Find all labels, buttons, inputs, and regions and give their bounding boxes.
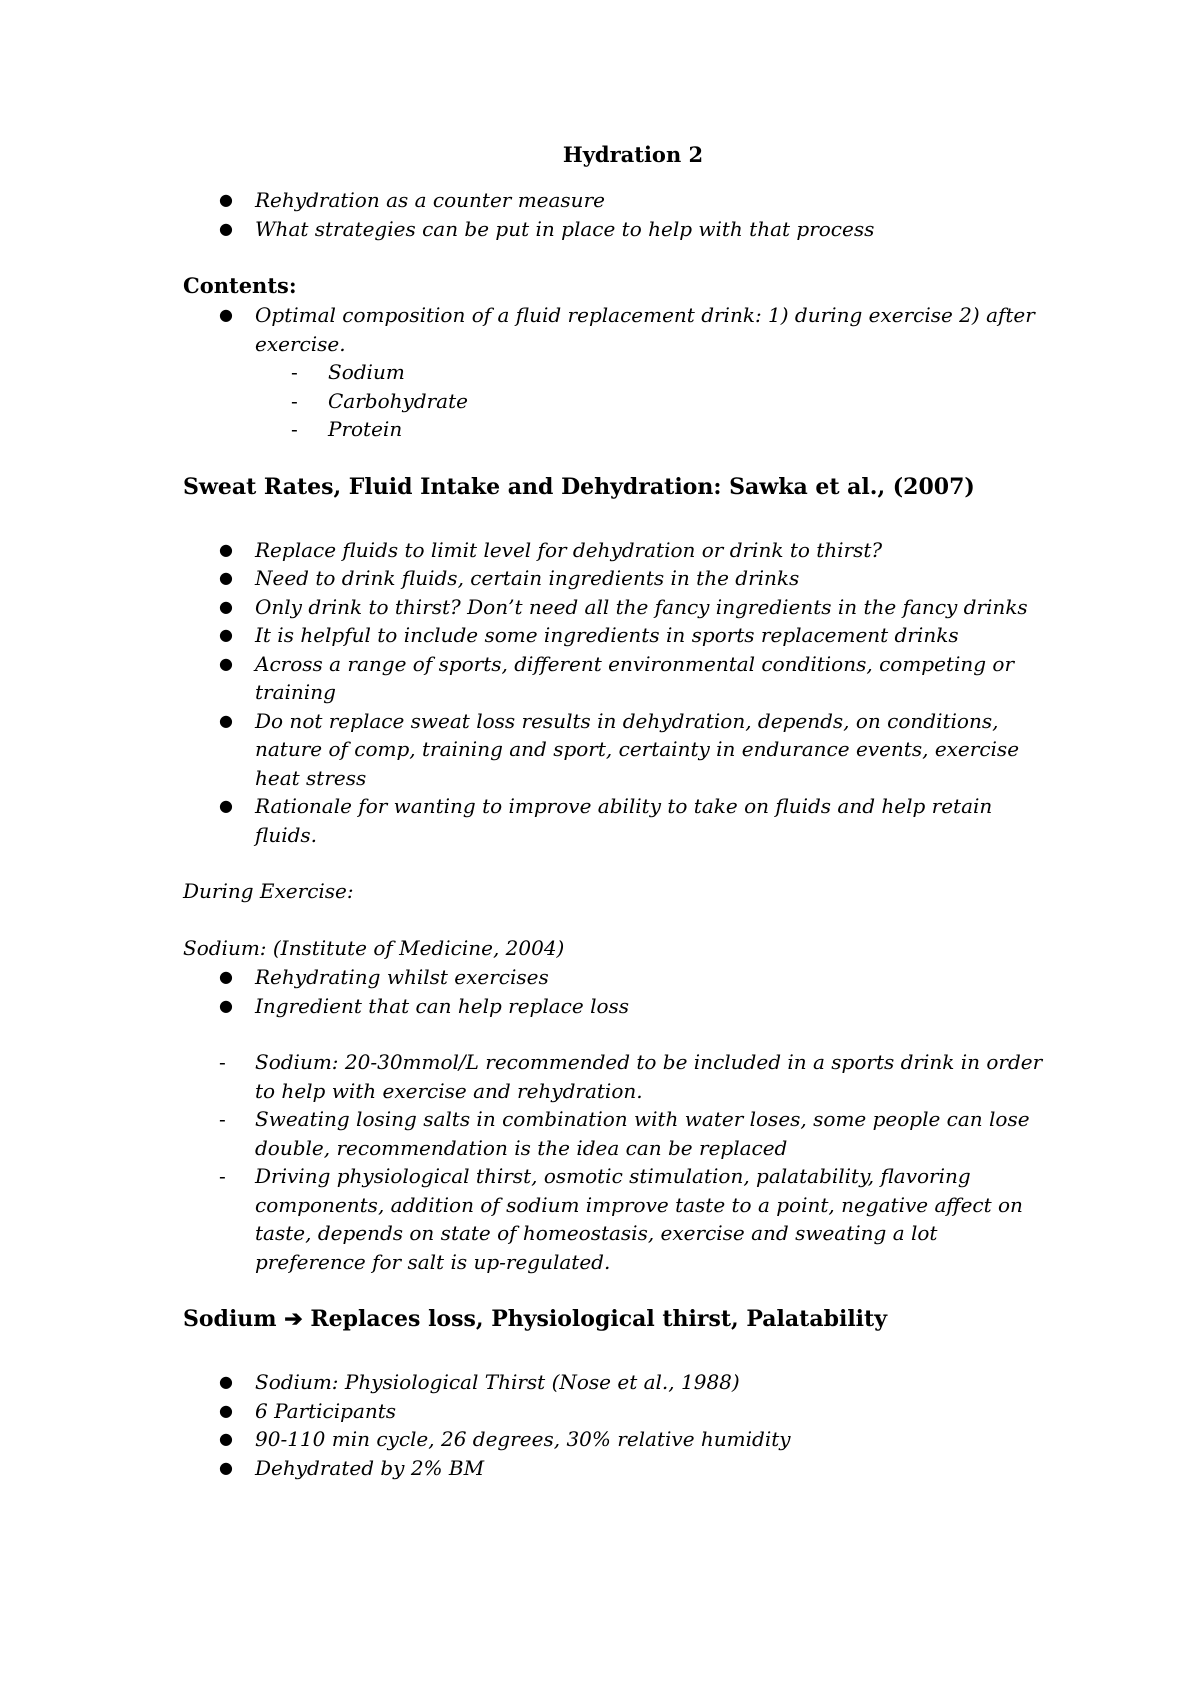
list-item: ● What strategies can be put in place to help with that process (183, 215, 1043, 244)
dash-icon: - (291, 417, 298, 441)
bullet-icon: ● (219, 710, 233, 730)
document-body (183, 140, 1043, 1482)
list-item: ● Only drink to thirst? Don’t need all the fancy ingredients in the fancy drinks (183, 593, 1043, 622)
dash-icon: - (291, 388, 298, 413)
bullet-icon: ● (219, 653, 233, 673)
sweat-list (183, 536, 1043, 850)
list-item: ● Rehydration as a counter measure (183, 186, 1043, 215)
dash-icon: - (219, 1164, 226, 1188)
list-item: ● It is helpful to include some ingredients in sports replacement drinks (183, 621, 1043, 650)
list-item: - Sodium (183, 358, 1043, 387)
list-item: - Protein (183, 415, 1043, 444)
list-item: ● Ingredient that can help replace loss (183, 992, 1043, 1021)
list-item: - Driving physiological thirst, osmotic stimulation, palatability, flavoring components, addition of sodium improve taste to a point, negative affect on taste, depends on state of homeostasis, exercise and sweating a lot preference for salt is up-regulated. (219, 1164, 1023, 1274)
sweat-section-heading: Sweat Rates, Fluid Intake and Dehydration: Sawka et al., (2007) (183, 473, 975, 500)
page-title: Hydration 2 (562, 142, 704, 167)
list-item: ● Replace fluids to limit level for dehydration or drink to thirst? (183, 536, 1043, 565)
dash-icon: - (219, 1107, 226, 1131)
list-item: ● Do not replace sweat loss results in dehydration, depends, on conditions, nature of comp, training and sport, certainty in endurance events, exercise heat stress (219, 708, 1020, 790)
dash-icon: - (291, 360, 298, 384)
during-exercise-label: During Exercise: (183, 879, 354, 903)
contents-list (183, 301, 1043, 358)
list-item: ● Dehydrated by 2% BM (183, 1454, 1043, 1483)
bullet-icon: ● (219, 1372, 233, 1391)
contents-sublist (183, 358, 1043, 444)
dash-icon: - (219, 1050, 226, 1074)
list-item: ● Need to drink fluids, certain ingredients in the drinks (183, 564, 1043, 593)
bullet-icon: ● (219, 1400, 233, 1420)
bullet-icon: ● (219, 1457, 233, 1477)
list-item: ● Rationale for wanting to improve ability to take on fluids and help retain fluids. (219, 794, 993, 847)
list-item: ● Rehydrating whilst exercises (183, 963, 1043, 992)
bullet-icon: ● (219, 596, 233, 616)
sodium-dash-list (183, 1048, 1043, 1276)
bullet-icon: ● (219, 568, 233, 587)
list-item: - Carbohydrate (183, 387, 1043, 416)
list-item: ● 90-110 min cycle, 26 degrees, 30% relative humidity (183, 1425, 1043, 1454)
bullet-icon: ● (219, 305, 233, 324)
list-item: - Sweating losing salts in combination with water loses, some people can lose double, recommendation is the idea can be replaced (219, 1107, 1030, 1160)
sodium-summary-heading: Sodium ➔ Replaces loss, Physiological thirst, Palatability (183, 1306, 887, 1332)
bullet-icon: ● (219, 796, 233, 815)
intro-list (183, 186, 1043, 243)
bullet-icon: ● (219, 539, 233, 559)
sodium-list (183, 963, 1043, 1020)
bullet-icon: ● (219, 995, 233, 1015)
list-item: ● Optimal composition of a fluid replacement drink: 1) during exercise 2) after exercise. (219, 303, 1035, 356)
bullet-icon: ● (219, 625, 233, 644)
sodium-section-heading: Sodium: (Institute of Medicine, 2004) (183, 936, 565, 960)
contents-heading: Contents: (183, 273, 297, 298)
list-item: ● Sodium: Physiological Thirst (Nose et al., 1988) (183, 1368, 1043, 1397)
bullet-icon: ● (219, 1429, 233, 1448)
bullet-icon: ● (219, 967, 233, 986)
list-item: - Sodium: 20-30mmol/L recommended to be included in a sports drink in order to help with exercise and rehydration. (219, 1050, 1043, 1103)
bullet-icon: ● (219, 190, 233, 209)
bullet-icon: ● (219, 218, 233, 238)
sodium-summary-list (183, 1368, 1043, 1482)
list-item: ● 6 Participants (183, 1397, 1043, 1426)
arrow-right-icon: ➔ (284, 1306, 303, 1332)
list-item: ● Across a range of sports, different environmental conditions, competing or training (219, 651, 1015, 704)
